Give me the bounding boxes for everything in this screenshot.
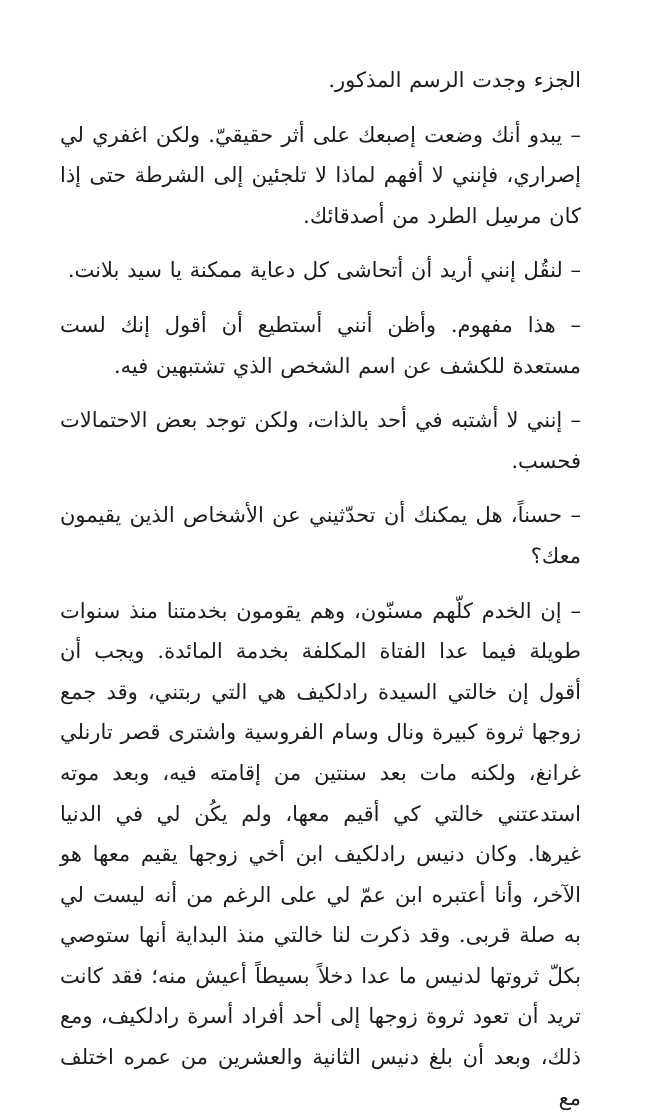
- paragraph-intro: الجزء وجدت الرسم المذكور.: [328, 68, 581, 92]
- paragraph-dialogue-5: – حسناً، هل يمكنك أن تحدّثيني عن الأشخاص الذين يقيمون معك؟: [60, 503, 581, 568]
- paragraph-dialogue-3: – هذا مفهوم. وأظن أنني أستطيع أن أقول إنك لست مستعدة للكشف عن اسم الشخص الذي تشتبهين فيه.: [60, 312, 581, 378]
- paragraph-long-reply: – إن الخدم كلّهم مسنّون، وهم يقومون بخدمتنا منذ سنوات طويلة فيما عدا الفتاة المكلفة بخدمة المائدة. ويجب أن أقول إن خالتي السيدة رادلكيف هي التي ربتني، وقد جمع زوجها ثروة كبيرة ونال وسام الفروسية واشترى قصر تارنلي غرانغ، ولكنه مات بعد سنتين من إقامته فيه، وبعد موته استدعتني خالتي كي أقيم معها، ولم يكُن لي في الدنيا غيرها. وكان دنيس رادلكيف ابن أخي زوجها يقيم معها هو الآخر، وأنا أعتبره ابن عمّ لي على الرغم من أنه ليست لي به صلة قربى. وقد ذكرت لنا خالتي منذ البداية أنها ستوصي بكلّ ثروتها لدنيس ما عدا دخلاً بسيطاً أعيش منه؛ فقد كانت تريد أن تعود ثروة زوجها إلى أحد أفراد أسرة رادلكيف، ومع ذلك، وبعد أن بلغ دنيس الثانية والعشرين من عمره اختلف مع: [60, 598, 581, 1110]
- paragraph-dialogue-1: – يبدو أنك وضعت إصبعك على أثر حقيقيّ. ولكن اغفري لي إصراري، فإنني لا أفهم لماذا لا تلجئين إلى الشرطة حتى إذا كان مرسِل الطرد من أصدقائك.: [60, 122, 581, 228]
- paragraph-dialogue-4: – إنني لا أشتبه في أحد بالذات، ولكن توجد بعض الاحتمالات فحسب.: [60, 408, 581, 473]
- paragraph-dialogue-2: – لنقُل إنني أريد أن أتحاشى كل دعاية ممكنة يا سيد بلانت.: [67, 258, 581, 283]
